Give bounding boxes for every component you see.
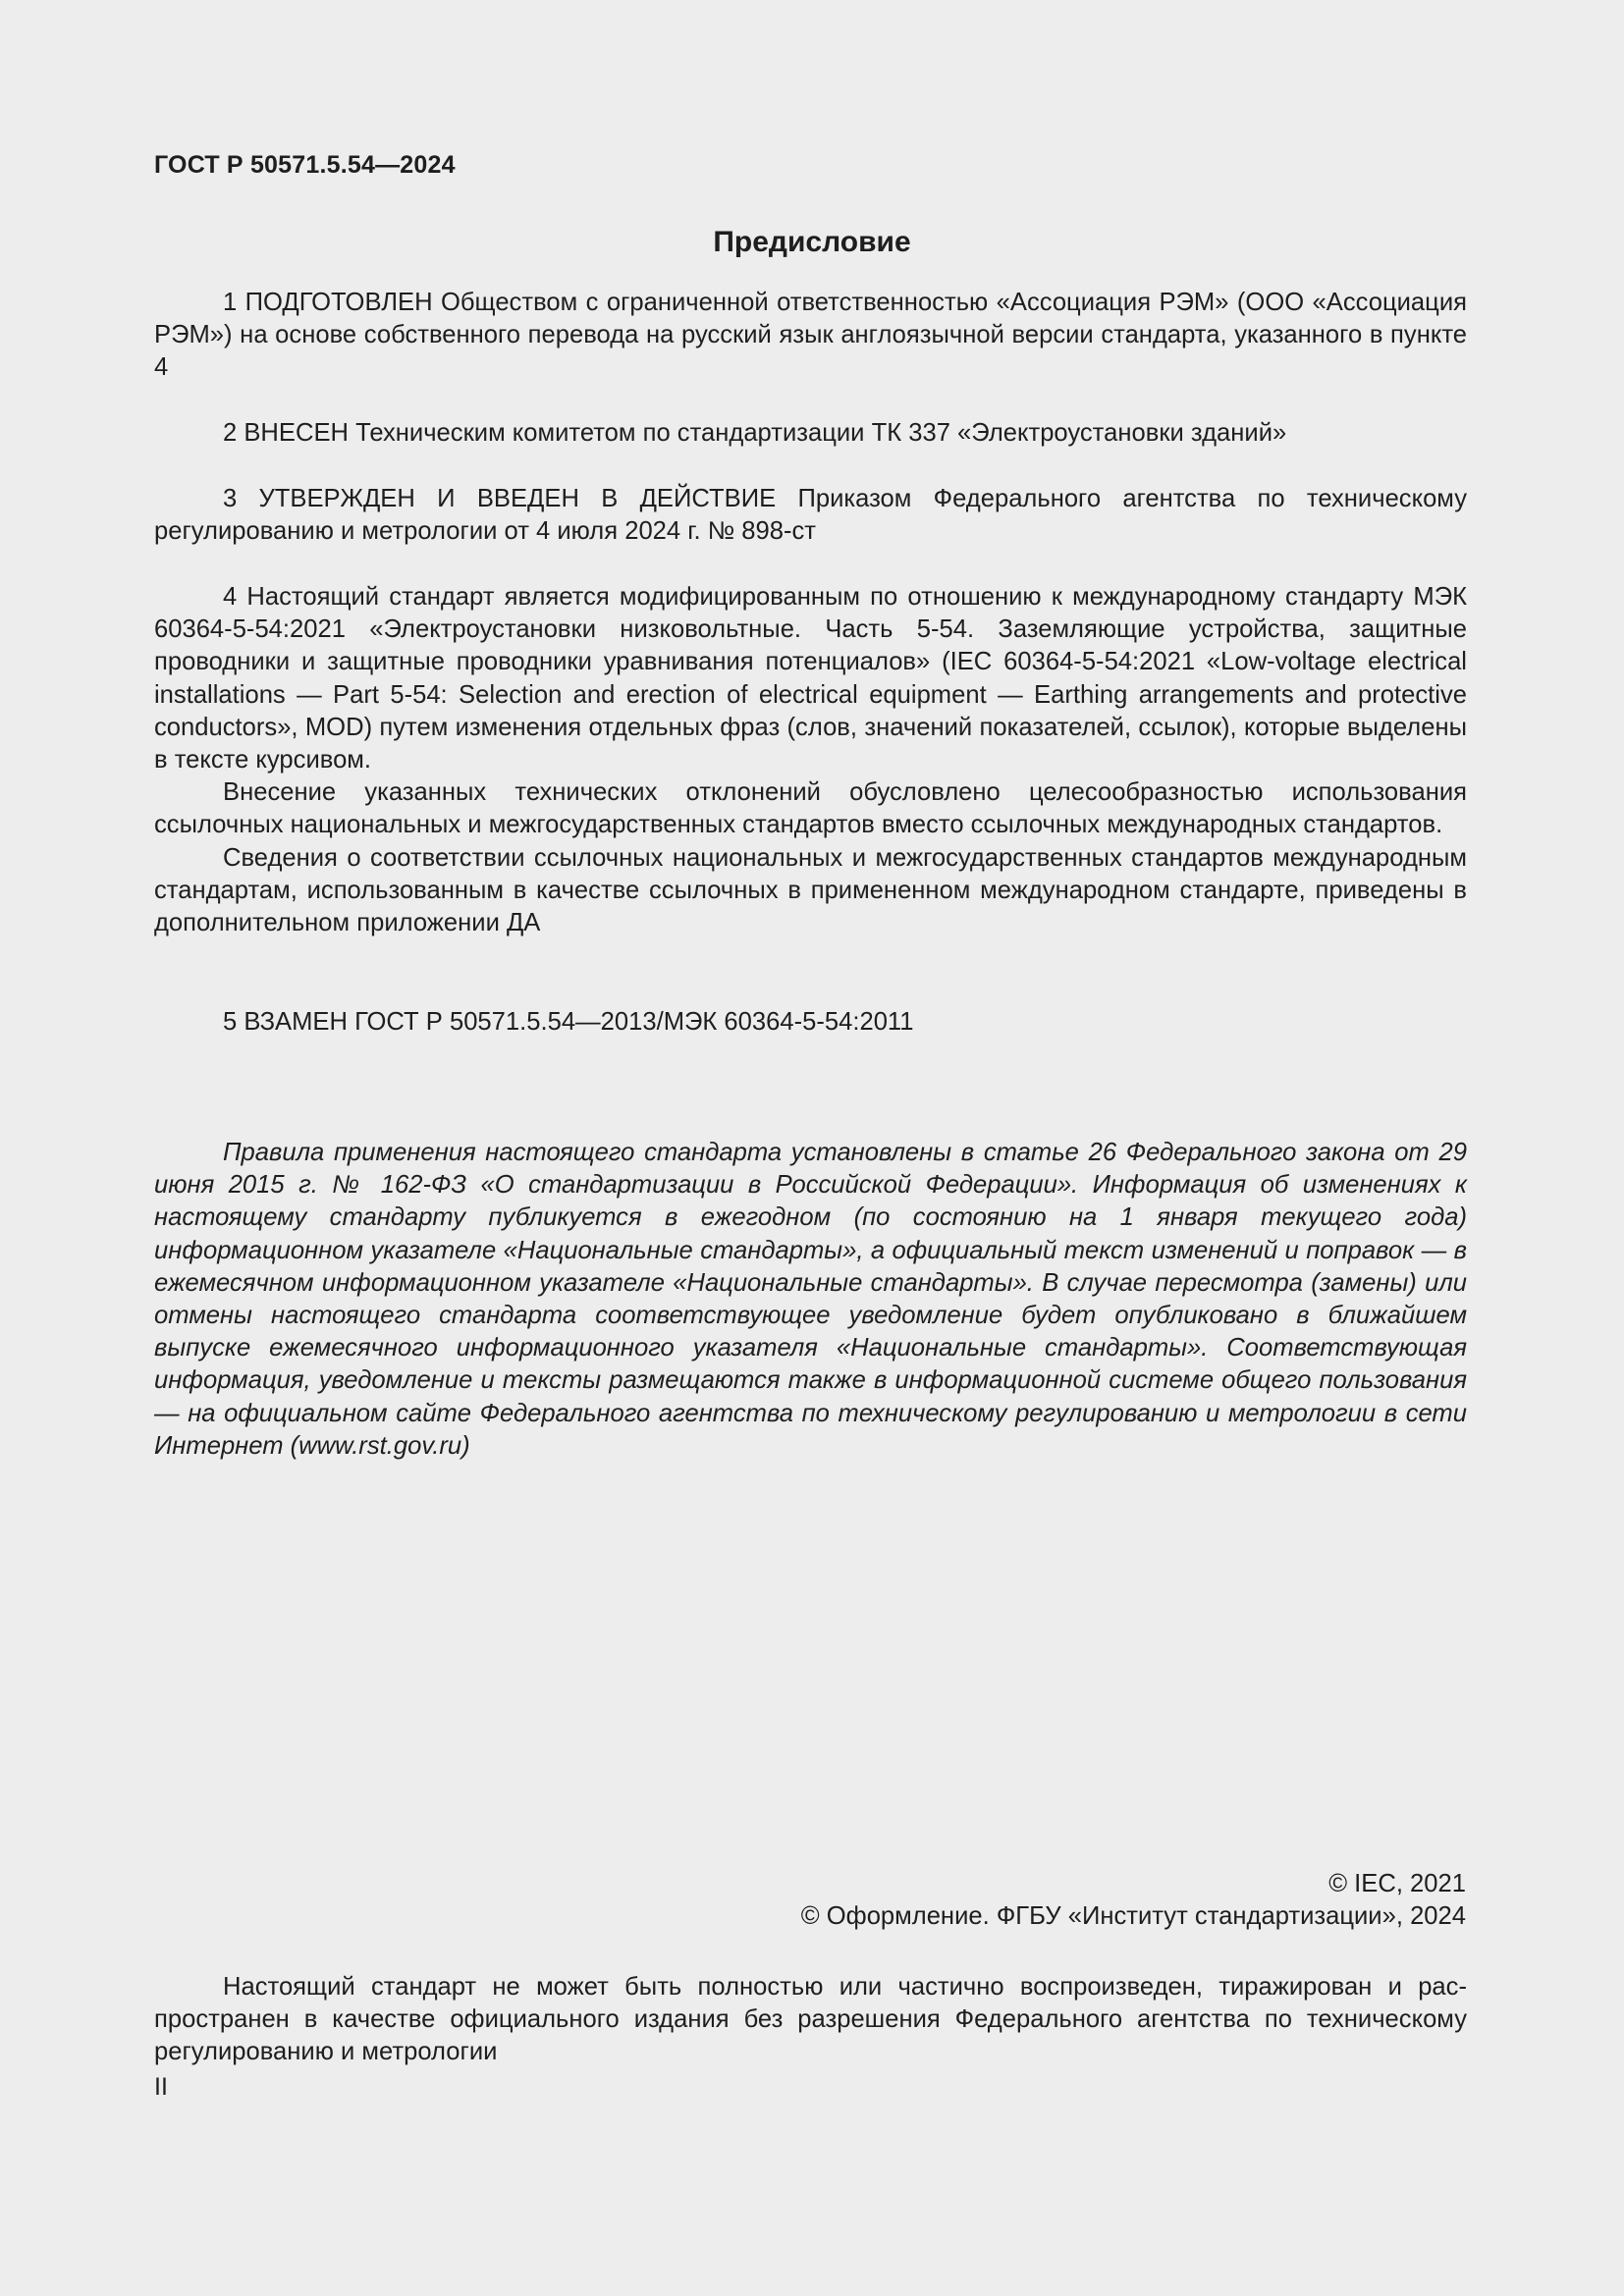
- item-5-paragraph: 5 ВЗАМЕН ГОСТ Р 50571.5.54—2013/МЭК 60364-5-54:2011: [223, 1008, 914, 1036]
- item-4-paragraph: 4 Настоящий стандарт является модифицированным по отношению к международному стандарту МЭК 60364-5-54:2021 «Электроустановки низковольтные. Часть 5-54. Заземляющие устройства, защитные проводники и защитные проводники уравнивания потенциалов» (IEC 60364-5-54:2021 «Low-voltage electrical installations — Part 5-54: Selection and erection of electrical equipment — Earthing arrangements and protective conductors», MOD) путем изменения отдельных фраз (слов, значений показателей, ссылок), которые выделены в тексте курсивом.: [154, 583, 1467, 774]
- copyright-iec: © IEC, 2021: [1328, 1870, 1466, 1897]
- copyright-block: [801, 1868, 1466, 1933]
- item-3-paragraph: 3 УТВЕРЖДЕН И ВВЕДЕН В ДЕЙСТВИЕ Приказом Федерального агентства по техническому регулированию и метрологии от 4 июля 2024 г. № 898-ст: [154, 485, 1467, 546]
- item-1-paragraph: 1 ПОДГОТОВЛЕН Обществом с ограниченной ответственностью «Ассоциация РЭМ» (ООО «Ассоциация РЭМ») на основе собственного перевода на русский язык англоязычной версии стандарта, указанного в пункте 4: [154, 289, 1467, 382]
- restriction-block: [154, 1971, 1467, 2069]
- item-1-block: [154, 287, 1467, 385]
- item-3-block: [154, 483, 1467, 548]
- item-4-deviation-paragraph: Внесение указанных технических отклонений обусловлено целесообразностью использования ссылочных национальных и межгосударственных стандартов вместо ссылочных международных стандартов.: [154, 778, 1467, 839]
- item-2-block: [154, 417, 1467, 450]
- rules-note-paragraph: Правила применения настоящего стандарта установлены в статье 26 Федерального закона от 29 июня 2015 г. № 162-ФЗ «О стандартизации в Российской Федерации». Информация об изменениях к настоящему стандарту публикуется в ежегодном (по состоянию на 1 января текущего года) информационном указателе «Национальные стандарты», а официальный текст изменений и поправок — в ежемесячном информационном указателе «Национальные стандарты». В случае пересмотра (замены) или отмены настоящего стандарта соответствующее уведомление будет опубликовано в ближайшем выпуске ежемесячного информационного указателя «Национальные стандарты». Соответствующая информация, уведомление и тексты размещаются также в информационной системе общего пользования — на официальном сайте Федерального агентства по техническому регулированию и метрологии в сети Интернет (www.rst.gov.ru): [154, 1139, 1467, 1460]
- restriction-paragraph: Настоящий стандарт не может быть полностью или частично воспроизведен, тиражирован и распространен в качестве официального издания без разрешения Федерального агентства по техническому регулированию и метрологии: [154, 1973, 1467, 2066]
- item-2-paragraph: 2 ВНЕСЕН Техническим комитетом по стандартизации ТК 337 «Электроустановки зданий»: [223, 419, 1287, 447]
- rules-note-block: [154, 1137, 1467, 1463]
- item-4-block: [154, 581, 1467, 939]
- copyright-design: © Оформление. ФГБУ «Институт стандартизации», 2024: [800, 1902, 1466, 1930]
- page-title: Предисловие: [713, 226, 911, 258]
- page-number: II: [154, 2073, 168, 2101]
- document-code: ГОСТ Р 50571.5.54—2024: [154, 151, 456, 179]
- item-5-block: [154, 1006, 1467, 1039]
- item-4-references-paragraph: Сведения о соответствии ссылочных национальных и межгосударственных стандартов международным стандартам, использованным в качестве ссылочных в примененном международном стандарте, приведены в дополнительном приложении ДА: [154, 843, 1467, 937]
